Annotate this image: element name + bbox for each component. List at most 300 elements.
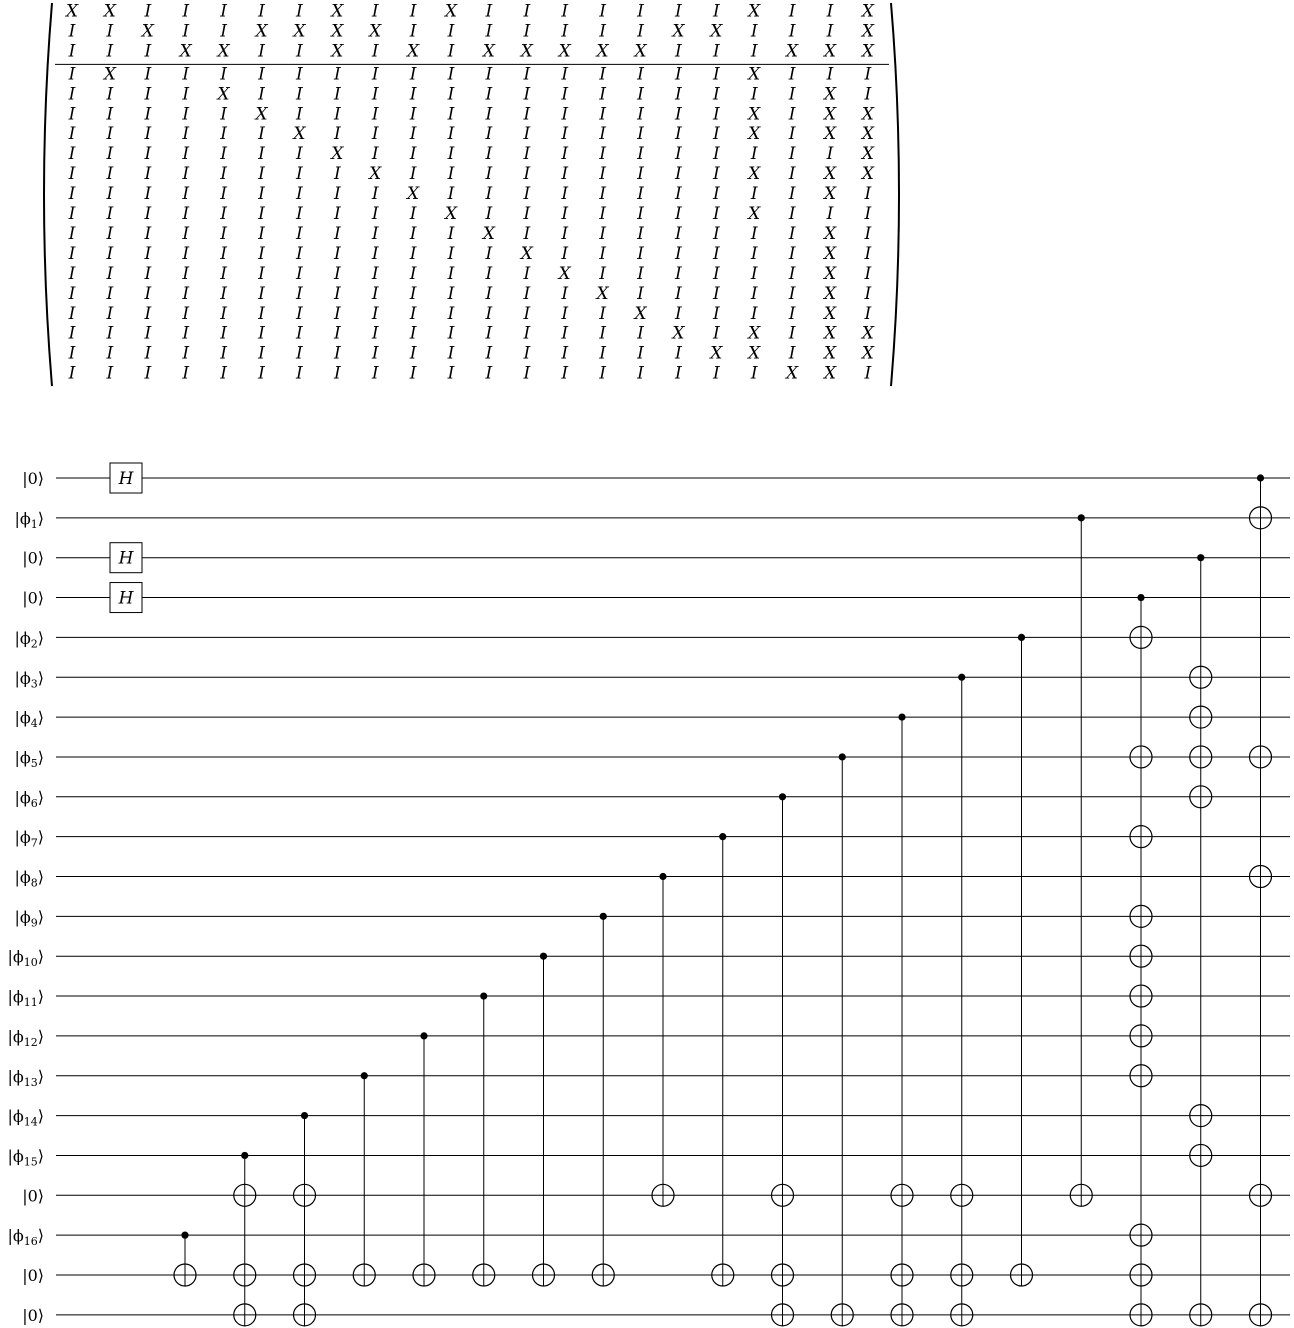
matrix-entry: I [637,263,644,284]
matrix-entry: I [106,204,114,224]
matrix-entry: I [599,263,606,284]
matrix-entry: I [68,363,76,384]
matrix-entry: I [144,64,152,85]
hadamard-gate-label: H [118,469,134,489]
hadamard-gate-label: H [118,548,134,569]
matrix-entry: I [826,64,834,85]
matrix-entry: I [561,1,569,22]
matrix-entry: I [68,303,76,324]
qubit-label-subscript: 2 [30,637,38,651]
matrix-entry: I [864,363,872,384]
matrix-entry: I [447,303,455,324]
qubit-label-text: |ϕ [7,947,24,967]
matrix-entry: I [258,243,265,264]
matrix-entry: X [672,323,685,344]
matrix-entry: I [68,323,76,344]
matrix-entry: I [68,343,76,364]
matrix-entry: X [861,21,874,42]
matrix-entry: I [485,144,493,165]
matrix-entry: I [561,84,569,105]
matrix-entry: I [712,303,720,324]
matrix-entry: I [750,263,758,284]
matrix-entry: I [106,41,114,62]
matrix-entry: I [409,21,417,42]
matrix-entry: I [712,41,720,62]
matrix-entry: I [333,204,341,224]
matrix-entry: I [485,263,493,284]
qubit-label [7,1067,44,1089]
matrix-entry: I [447,263,455,284]
matrix-entry: I [144,164,152,185]
matrix-entry: I [182,1,190,22]
matrix-entry: I [675,343,682,364]
matrix-entry: I [561,363,569,384]
cnot-gate [652,873,674,1206]
cnot-gate [353,1072,375,1286]
matrix-entry: I [712,223,720,244]
control-dot [839,753,846,760]
matrix-entry: I [485,323,493,344]
matrix-entry: I [523,204,531,224]
qubit-label-subscript: 3 [30,677,38,691]
matrix-entry: I [68,144,76,165]
matrix-entry: I [712,1,720,22]
qubit-label-text: |ϕ [14,827,31,847]
matrix-entry: I [106,164,114,185]
matrix-entry: I [788,204,796,224]
matrix-entry: I [144,283,152,304]
qubit-label-ket-close: ⟩ [37,1226,44,1246]
matrix-entry: I [68,164,76,185]
matrix-entry: I [182,283,190,304]
matrix-entry: I [599,21,606,42]
matrix-entry: I [485,243,493,264]
matrix-entry: I [485,363,493,384]
matrix-entry: I [296,343,303,364]
matrix-entry: I [258,363,265,384]
matrix-entry: I [258,124,265,145]
matrix-entry: I [68,124,76,145]
matrix-entry: I [864,303,872,324]
matrix-entry: I [637,84,644,105]
matrix-entry: I [106,124,114,145]
qubit-label-text: |ϕ [14,628,31,648]
matrix-entry: I [258,303,265,324]
matrix-entry: I [599,164,606,185]
matrix-entry: I [750,144,758,165]
matrix-entry: I [712,263,720,284]
qubit-label [14,907,44,929]
matrix-entry: I [523,363,531,384]
matrix-entry: I [447,104,455,125]
matrix-entry: I [409,84,417,105]
matrix-entry: I [371,283,379,304]
matrix-entry: I [788,223,796,244]
matrix-entry: X [823,323,837,344]
matrix-entry: X [823,343,837,364]
matrix-entry: I [68,263,76,284]
matrix-entry: X [255,21,268,42]
qubit-label-text: |ϕ [14,787,31,807]
matrix-entry: I [447,343,455,364]
qubit-label [7,987,44,1009]
matrix-entry: I [296,184,303,204]
qubit-label [22,1186,44,1205]
cnot-gate [712,833,734,1286]
matrix-entry: I [333,64,341,85]
matrix-entry: I [523,263,531,284]
matrix-entry: I [296,41,303,62]
qubit-label-text: |0⟩ [22,1305,44,1325]
matrix-entry: X [558,263,571,284]
matrix-entry: I [333,323,341,344]
matrix-entry: I [750,41,758,62]
matrix-entry: I [788,144,796,165]
matrix-entry: X [823,223,837,244]
matrix-entry: I [864,184,872,204]
matrix-entry: I [523,184,531,204]
qubit-label [7,1226,44,1248]
matrix-entry: X [823,303,837,324]
qubit-label-ket-close: ⟩ [37,1066,44,1086]
hadamard-gate-label: H [118,588,134,609]
matrix-entry: I [826,204,834,224]
cnot-gate [294,1112,316,1326]
matrix-entry: I [258,343,265,364]
matrix-entry: I [675,283,682,304]
matrix-entry: I [523,303,531,324]
matrix-entry: I [220,164,227,185]
qubit-label [22,589,44,608]
matrix-entry: I [712,184,720,204]
matrix-entry: I [447,283,455,304]
qubit-label-text: |ϕ [14,668,31,688]
matrix-entry: X [672,21,685,42]
qubit-label-subscript: 16 [23,1235,38,1249]
control-dot [1018,634,1025,641]
qubit-label-text: |ϕ [14,907,31,927]
matrix-entry: I [788,164,796,185]
matrix-entry: I [296,204,303,224]
control-dot [659,873,666,880]
matrix-entry: I [750,283,758,304]
matrix-entry: I [485,104,493,125]
matrix-entry: I [599,303,606,324]
matrix-entry: I [675,41,682,62]
matrix-entry: I [333,184,341,204]
matrix-entry: I [106,223,114,244]
control-dot [241,1152,248,1159]
matrix-entry: I [409,363,417,384]
matrix-entry: I [447,64,455,85]
matrix-entry: I [712,124,720,145]
matrix-entry: I [864,64,872,85]
matrix-entry: I [485,204,493,224]
qubit-label-ket-close: ⟩ [37,827,44,847]
qubit-label [22,469,44,488]
matrix-entry: I [447,243,455,264]
qubit-label-text: |0⟩ [22,1186,44,1206]
qubit-label-subscript: 7 [30,836,38,850]
matrix-entry: I [296,144,303,165]
matrix-entry: I [447,323,455,344]
stabilizer-matrix [44,2,899,387]
matrix-entry: X [823,283,837,304]
matrix-entry: X [596,283,609,304]
matrix-entry: I [447,144,455,165]
qubit-label [14,708,44,730]
matrix-entry: X [482,41,495,62]
matrix-entry: I [220,303,227,324]
matrix-entry: X [141,21,154,42]
matrix-entry: I [561,303,569,324]
cnot-gate [234,1152,256,1326]
matrix-entry: I [371,184,379,204]
qubit-label-text: |ϕ [14,867,31,887]
matrix-entry: I [296,223,303,244]
matrix-entry: I [485,303,493,324]
matrix-entry: I [637,144,644,165]
matrix-entry: I [485,64,493,85]
matrix-entry: I [788,1,796,22]
matrix-entry: I [561,104,569,125]
qubit-label-text: |ϕ [14,747,31,767]
matrix-entry: I [106,283,114,304]
matrix-entry: I [637,64,644,85]
matrix-left-paren [44,3,52,386]
matrix-entry: I [220,323,227,344]
matrix-entry: I [296,64,303,85]
qubit-label-text: |0⟩ [22,588,44,608]
matrix-entry: I [864,263,872,284]
matrix-entry: I [409,1,417,22]
matrix-entry: I [258,323,265,344]
matrix-entry: X [407,41,420,62]
matrix-entry: I [258,144,265,165]
matrix-entry: I [599,124,606,145]
qubit-label-subscript: 11 [23,996,38,1010]
matrix-entry: I [220,184,227,204]
matrix-entry: I [675,243,682,264]
matrix-entry: X [369,21,382,42]
matrix-entry: I [675,164,682,185]
matrix-entry: I [409,223,417,244]
matrix-entry: I [561,223,569,244]
matrix-entry: I [182,243,190,264]
matrix-entry: I [561,283,569,304]
matrix-entry: I [788,343,796,364]
matrix-entry: I [144,343,152,364]
matrix-entry: I [561,164,569,185]
matrix-entry: I [409,343,417,364]
qubit-label-ket-close: ⟩ [37,787,44,807]
matrix-entry: I [296,303,303,324]
matrix-entry: I [68,223,76,244]
qubit-label [14,509,44,531]
matrix-entry: I [599,1,606,22]
matrix-entry: I [144,263,152,284]
matrix-entry: I [523,21,531,42]
cnot-gate [1070,514,1092,1206]
matrix-entry: I [675,263,682,284]
matrix-entry: I [258,84,265,105]
matrix-entry: X [861,124,874,145]
matrix-entry: I [788,283,796,304]
matrix-entry: I [523,104,531,125]
matrix-entry: X [748,1,761,22]
matrix-entry: I [106,104,114,125]
matrix-entry: I [485,84,493,105]
matrix-entry: I [68,84,76,105]
matrix-entry: I [182,104,190,125]
cnot-gate [772,793,794,1326]
matrix-entry: I [561,204,569,224]
matrix-entry: I [447,21,455,42]
qubit-label [14,828,44,850]
control-dot [301,1112,308,1119]
matrix-entry: I [788,243,796,264]
matrix-entry: I [106,21,114,42]
control-dot [1078,514,1085,521]
matrix-entry: I [561,64,569,85]
matrix-entry: I [220,144,227,165]
matrix-entry: I [106,144,114,165]
matrix-entry: I [409,243,417,264]
qubit-label [22,1266,44,1285]
matrix-entry: X [634,303,647,324]
matrix-entry: X [748,124,761,145]
matrix-entry: I [258,64,265,85]
matrix-entry: I [523,343,531,364]
matrix-entry: I [68,283,76,304]
cnot-gate [951,674,973,1326]
qubit-label [22,1306,44,1325]
matrix-entry: I [409,204,417,224]
qubit-label-subscript: 9 [30,916,38,930]
matrix-entry: I [485,164,493,185]
matrix-entry: I [637,21,644,42]
matrix-entry: I [182,204,190,224]
matrix-entry: I [788,303,796,324]
matrix-entry: I [675,204,682,224]
matrix-entry: I [788,124,796,145]
matrix-entry: X [823,263,837,284]
matrix-entry: X [823,164,837,185]
qubit-label-ket-close: ⟩ [37,628,44,648]
matrix-entry: I [296,323,303,344]
qubit-labels [7,469,44,1325]
qubit-label-subscript: 12 [23,1035,38,1049]
matrix-entry: I [68,243,76,264]
matrix-entry: X [786,363,799,384]
matrix-entry: I [182,363,190,384]
matrix-entry: I [712,283,720,304]
matrix-entry: I [144,363,152,384]
matrix-entry: I [523,164,531,185]
matrix-entry: I [864,84,872,105]
matrix-entry: I [409,104,417,125]
matrix-entry: X [103,1,116,22]
qubit-label-text: |ϕ [14,508,31,528]
cnot-gate [533,953,555,1286]
matrix-entry: I [637,1,644,22]
qubit-label-text: |ϕ [7,1226,24,1246]
cnot-gate [473,992,495,1286]
matrix-entry: I [637,184,644,204]
cnot-gate [1190,554,1212,1326]
matrix-entry: I [371,204,379,224]
matrix-entry: I [220,104,227,125]
matrix-entry: I [637,283,644,304]
control-dot [719,833,726,840]
matrix-entry: I [409,283,417,304]
matrix-entry: I [864,283,872,304]
qubit-label [14,628,44,650]
matrix-entry: I [371,343,379,364]
matrix-entry: I [561,184,569,204]
matrix-entry: I [182,84,190,105]
matrix-entry: I [826,1,834,22]
matrix-entry: X [861,343,874,364]
matrix-entry: I [561,323,569,344]
matrix-entry: I [68,21,76,42]
control-dot [540,953,547,960]
matrix-entry: I [220,243,227,264]
matrix-entry: X [444,204,458,224]
matrix-entry: I [750,84,758,105]
matrix-entry: I [106,303,114,324]
hadamard-gates [110,463,142,613]
matrix-entry: I [826,144,834,165]
matrix-entry: I [182,223,190,244]
matrix-entry: X [407,184,420,204]
matrix-entry: I [333,363,341,384]
matrix-entry: X [179,41,192,62]
matrix-entry: X [861,41,874,62]
matrix-entry: I [144,41,152,62]
matrix-entry: I [712,204,720,224]
matrix-entry: X [748,323,761,344]
matrix-entry: I [182,164,190,185]
matrix-entry: X [369,164,382,185]
matrix-entry: I [599,323,606,344]
matrix-entry: I [144,1,152,22]
matrix-entry: X [861,104,874,125]
matrix-entry: I [144,303,152,324]
matrix-entry: I [333,164,341,185]
qubit-label-subscript: 15 [23,1155,38,1169]
matrix-entry: I [675,84,682,105]
matrix-entry: I [296,243,303,264]
matrix-entry: I [333,283,341,304]
matrix-entry: X [596,41,609,62]
matrix-entry: I [599,184,606,204]
matrix-entry: I [750,223,758,244]
matrix-entry: I [675,303,682,324]
matrix-entry: I [447,41,455,62]
matrix-entry: I [750,243,758,264]
matrix-entry: I [864,243,872,264]
matrix-entry: I [637,204,644,224]
matrix-right-paren [891,3,899,386]
matrix-entry: I [296,104,303,125]
matrix-entry: X [748,343,761,364]
matrix-entry: I [485,184,493,204]
matrix-entry: I [637,243,644,264]
qubit-label-subscript: 5 [30,756,38,770]
matrix-entry: I [712,84,720,105]
matrix-entry: I [220,64,227,85]
